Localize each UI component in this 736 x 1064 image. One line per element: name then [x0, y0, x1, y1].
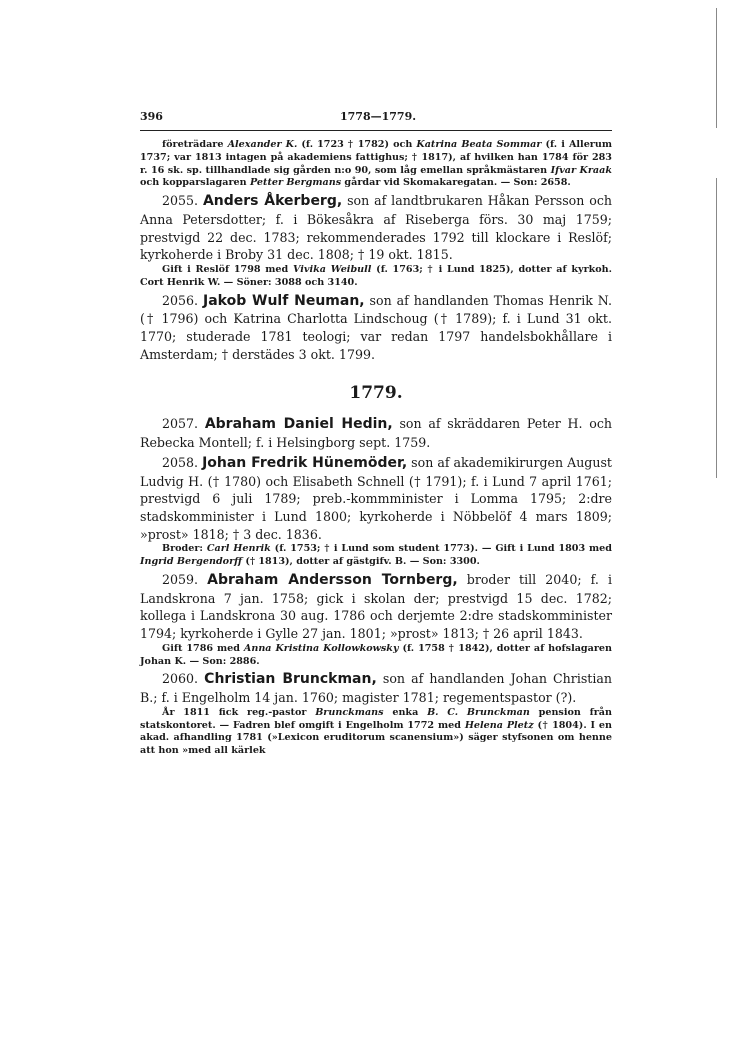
page-edge-line-upper — [716, 8, 717, 128]
page-edge-line-lower — [716, 178, 717, 478]
text-run: (f. 1753; † i Lund som student 1773). — Gift i Lund 1803 med — [270, 543, 612, 555]
italic-name: Alexander K. — [227, 139, 298, 150]
text-run: företrädare — [162, 139, 228, 150]
running-header — [140, 110, 612, 128]
text-run: († 1813), dotter af gästgifv. B. — Son: 3300. — [242, 556, 480, 568]
text-run: 2058. — [162, 454, 203, 470]
text-run: (f. 1758 † 1842), dotter af hofslagaren Johan K. — Son: 2886. — [140, 642, 612, 667]
italic-name: Carl Henrik — [206, 543, 271, 555]
italic-name: Helena Pletz — [464, 719, 534, 731]
entry-paragraph — [140, 670, 612, 706]
header-years: 1778—1779. — [340, 110, 417, 123]
entry-name: Christian Brunckman, — [204, 671, 377, 688]
italic-name: B. C. Brunckman — [427, 706, 530, 718]
text-run: Gift i Reslöf 1798 med — [162, 264, 293, 275]
text-run: Broder: — [162, 543, 207, 555]
text-run: son af handlanden Johan Christian B.; f. i Engelholm 14 jan. 1760; magister 1781; regementspastor (?). — [140, 671, 613, 706]
entry-paragraph — [140, 192, 612, 264]
italic-name: Ifvar Kraak — [550, 164, 612, 176]
note-paragraph — [140, 643, 612, 669]
entry-paragraph — [140, 415, 612, 451]
italic-name: Vivika Weibull — [292, 264, 372, 275]
italic-name: Petter Bergmans — [249, 177, 342, 189]
text-run: son af akademikirurgen August Ludvig H. († 1780) och Elisabeth Schnell († 1791); f. i Lund 7 april 1761; prestvigd 6 juli 1789; preb.-kommminister i Lomma 1795; 2:dre stadskomminister i Lund 1800; kyrkoherde i Nöbbelöf 4 mars 1809; »prost» 1818; † 3 dec. 1836. — [140, 454, 612, 542]
text-run: († 1804). I en akad. afhandling 1781 (»Lexicon eruditorum scanensium») säger styfsonen om henne att hon »med all kärlek — [140, 719, 612, 757]
text-run: pension från statskontoret. — Fadren blef omgift i Engelholm 1772 med — [140, 706, 612, 731]
note-paragraph — [140, 707, 612, 758]
text-run: 2057. — [162, 416, 205, 432]
page-content — [140, 139, 612, 758]
book-page — [140, 110, 612, 758]
entry-paragraph — [140, 571, 612, 643]
text-run: broder till 2040; f. i Landskrona 7 jan. 1758; gick i skolan der; prestvigd 15 dec. 1782; kollega i Landskrona 30 aug. 1786 och derjemte 2:dre stadskomminister 1794; kyrkoherde i Gylle 27 jan. 1801; »prost» 1813; † 26 april 1843. — [140, 571, 612, 642]
year-heading: 1779. — [349, 383, 403, 404]
entry-name: Abraham Daniel Hedin, — [204, 416, 393, 433]
note-paragraph — [140, 543, 612, 569]
entry-paragraph — [140, 454, 612, 544]
entry-paragraph — [140, 292, 612, 364]
note-paragraph — [140, 264, 612, 290]
italic-name: Katrina Beata Sommar — [416, 139, 542, 150]
text-run: (f. i Allerum 1737; var 1813 intagen på akademiens fattighus; † 1817), af hvilken han 1784 för 283 r. 16 sk. sp. tillhandlade sig gården n:o 90, som låg emellan språkmästaren — [140, 139, 612, 176]
entry-name: Anders Åkerberg, — [202, 193, 343, 210]
text-run: gårdar vid Skomakaregatan. — Son: 2658. — [341, 177, 571, 189]
text-run: Gift 1786 med — [162, 642, 244, 654]
text-run: enka — [383, 706, 428, 718]
header-rule — [140, 130, 612, 131]
text-run: (f. 1723 † 1782) och — [297, 139, 417, 150]
italic-name: Anna Kristina Kollowkowsky — [243, 642, 399, 654]
italic-name: Brunckmans — [315, 706, 384, 718]
note-paragraph — [140, 139, 612, 190]
entry-name: Johan Fredrik Hünemöder, — [202, 454, 408, 471]
entry-name: Jakob Wulf Neuman, — [202, 292, 365, 309]
text-run: 2060. — [162, 671, 205, 687]
italic-name: Ingrid Bergendorff — [140, 556, 243, 568]
text-run: (f. 1763; † i Lund 1825), dotter af kyrkoh. Cort Henrik W. — Söner: 3088 och 3140. — [140, 264, 612, 288]
page-number: 396 — [140, 110, 163, 123]
text-run: och kopparslagaren — [140, 177, 250, 189]
text-run: 2059. — [162, 571, 208, 587]
text-run: son af skräddaren Peter H. och Rebecka Montell; f. i Helsingborg sept. 1759. — [140, 416, 613, 451]
text-run: son af landtbrukaren Håkan Persson och Anna Petersdotter; f. i Bökesåkra af Riseberga förs. 30 maj 1759; prestvigd 22 dec. 1783; rekommenderades 1792 till klockare i Reslöf; kyrkoherde i Broby 31 dec. 1808; † 19 okt. 1815. — [140, 193, 612, 263]
entry-name: Abraham Andersson Tornberg, — [207, 571, 458, 588]
text-run: son af handlanden Thomas Henrik N. († 1796) och Katrina Charlotta Lindschoug († 1789); f. i Lund 31 okt. 1770; studerade 1781 teologi; var redan 1797 handelsbokhållare i Amsterdam; † derstädes 3 okt. 1799. — [140, 292, 612, 362]
text-run: År 1811 fick reg.-pastor — [162, 706, 316, 718]
text-run: 2056. — [162, 292, 203, 308]
text-run: 2055. — [162, 193, 203, 209]
